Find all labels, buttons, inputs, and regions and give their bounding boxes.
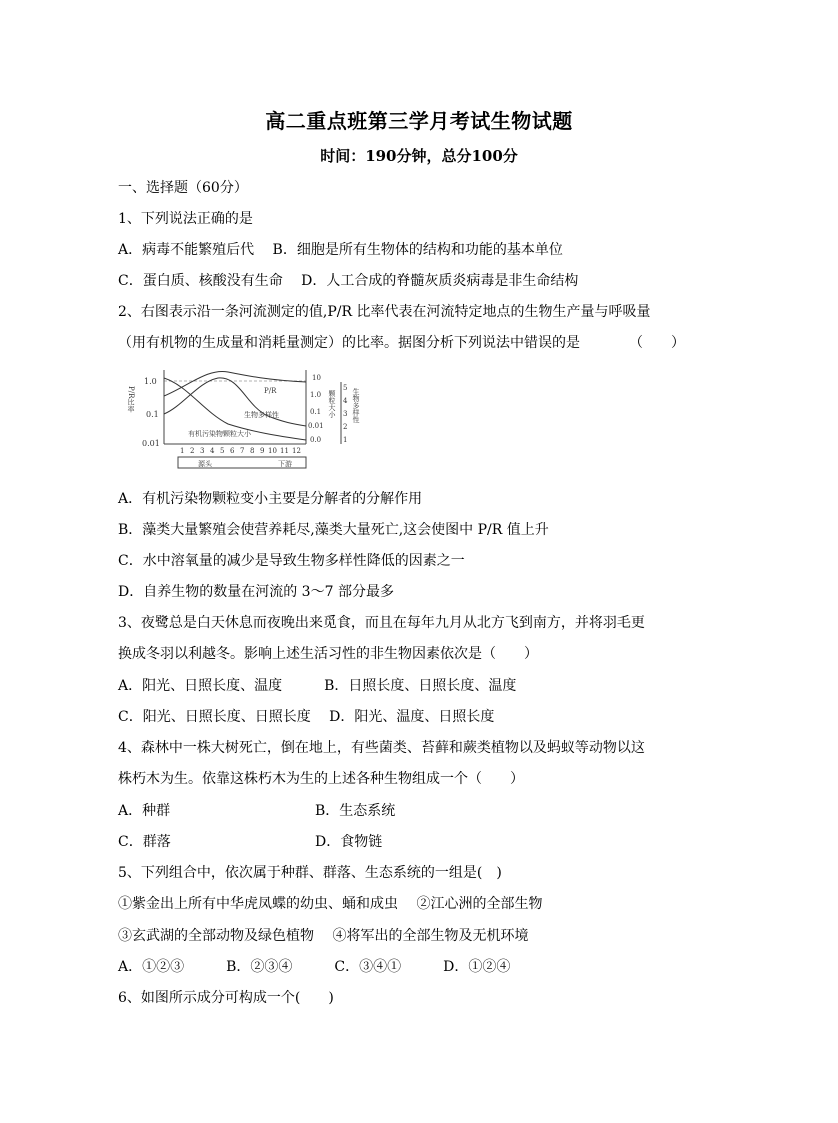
q5-stem: 5、下列组合中，依次属于种群、群落、生态系统的一组是( ) (118, 865, 502, 881)
left-axis-label: P/R比率 (127, 386, 135, 413)
x-tick-4: 4 (210, 447, 215, 455)
right-tick-1: 5 (343, 384, 348, 392)
q6-stem: 6、如图所示成分可构成一个( ) (118, 990, 334, 1006)
left-tick-3: 0.01 (142, 439, 160, 448)
q1-stem: 1、下列说法正确的是 (118, 211, 253, 227)
x-tick-9: 9 (260, 447, 265, 455)
x-tick-8: 8 (250, 447, 255, 455)
particle-label: 有机污染物颗粒大小 (188, 430, 251, 438)
section-heading: 一、选择题（60分） (118, 180, 248, 196)
right-tick-5: 1 (343, 436, 348, 444)
q3-options-ab: A．阳光、日照长度、温度 B．日照长度、日照长度、温度 (118, 678, 517, 694)
q5-options: A．①②③ B．②③④ C．③④① D．①②④ (118, 959, 511, 975)
x-tick-7: 7 (240, 447, 245, 455)
q4-option-a: A．种群 (118, 803, 171, 819)
q2-stem-line2: （用有机物的生成量和消耗量测定）的比率。据图分析下列说法中错误的是 （ ） (118, 335, 685, 351)
q4-stem-line2: 株朽木为生。依靠这株朽木为生的上述各种生物组成一个（ ） (118, 771, 524, 787)
left-tick-2: 0.1 (146, 410, 159, 419)
x-tick-5: 5 (220, 447, 225, 455)
river-figure (128, 366, 374, 474)
diversity-label: 生物多样性 (244, 411, 279, 419)
x-tick-6: 6 (230, 447, 235, 455)
x-tick-1: 1 (180, 447, 185, 455)
q1-options-ab: A．病毒不能繁殖后代 B．细胞是所有生物体的结构和功能的基本单位 (118, 242, 563, 258)
q4-option-b: B．生态系统 (315, 803, 396, 819)
q2-option-c: C．水中溶氧量的减少是导致生物多样性降低的因素之一 (118, 553, 465, 569)
q4-option-c: C．群落 (118, 834, 171, 850)
right-tick-4: 2 (343, 423, 348, 431)
q5-items-line1: ①紫金出上所有中华虎凤蝶的幼虫、蛹和成虫 ②江心洲的全部生物 (118, 896, 543, 912)
mid-tick-3: 0.1 (310, 408, 322, 416)
q4-option-d: D．食物链 (315, 834, 383, 850)
mid-axis-label: 颗粒大小 (328, 390, 336, 418)
q3-stem-line1: 3、夜鹭总是白天休息而夜晚出来觅食，而且在每年九月从北方飞到南方，并将羽毛更 (118, 615, 645, 631)
q2-option-d: D．自养生物的数量在河流的 3～7 部分最多 (118, 584, 394, 600)
right-axis-label: 生物多样性 (352, 388, 360, 423)
q1-options-cd: C．蛋白质、核酸没有生命 D．人工合成的脊髓灰质炎病毒是非生命结构 (118, 273, 579, 289)
x-tick-11: 11 (280, 447, 289, 455)
page-subtitle: 时间：190分钟，总分100分 (320, 147, 518, 165)
right-tick-3: 3 (343, 410, 348, 418)
x-tick-12: 12 (292, 447, 301, 455)
mid-tick-4: 0.01 (308, 422, 324, 430)
page-title: 高二重点班第三学月考试生物试题 (265, 109, 573, 133)
q3-stem-line2: 换成冬羽以利越冬。影响上述生活习性的非生物因素依次是（ ） (118, 646, 538, 662)
q2-option-a: A．有机污染物颗粒变小主要是分解者的分解作用 (118, 491, 423, 507)
q3-options-cd: C．阳光、日照长度、日照长度 D．阳光、温度、日照长度 (118, 709, 495, 725)
x-ticks (180, 447, 301, 455)
x-source-label: 源头 (198, 460, 212, 468)
q5-items-line2: ③玄武湖的全部动物及绿色植物 ④将军出的全部生物及无机环境 (118, 928, 529, 944)
q2-stem-line1: 2、右图表示沿一条河流测定的值,P/R 比率代表在河流特定地点的生物生产量与呼吸量 (118, 304, 651, 320)
river-figure-svg (128, 366, 374, 474)
mid-tick-5: 0.0 (310, 436, 322, 444)
left-tick-1: 1.0 (144, 377, 157, 386)
q4-stem-line1: 4、森林中一株大树死亡，倒在地上，有些菌类、苔藓和蕨类植物以及蚂蚁等动物以这 (118, 740, 645, 756)
x-downstream-label: 下游 (278, 460, 292, 468)
x-tick-3: 3 (200, 447, 205, 455)
mid-tick-2: 1.0 (310, 391, 322, 399)
x-tick-2: 2 (190, 447, 195, 455)
mid-tick-1: 10 (312, 374, 321, 382)
pr-label: P/R (264, 387, 277, 395)
q2-option-b: B．藻类大量繁殖会使营养耗尽,藻类大量死亡,这会使图中 P/R 值上升 (118, 522, 549, 538)
right-tick-2: 4 (343, 397, 348, 405)
x-tick-10: 10 (268, 447, 277, 455)
